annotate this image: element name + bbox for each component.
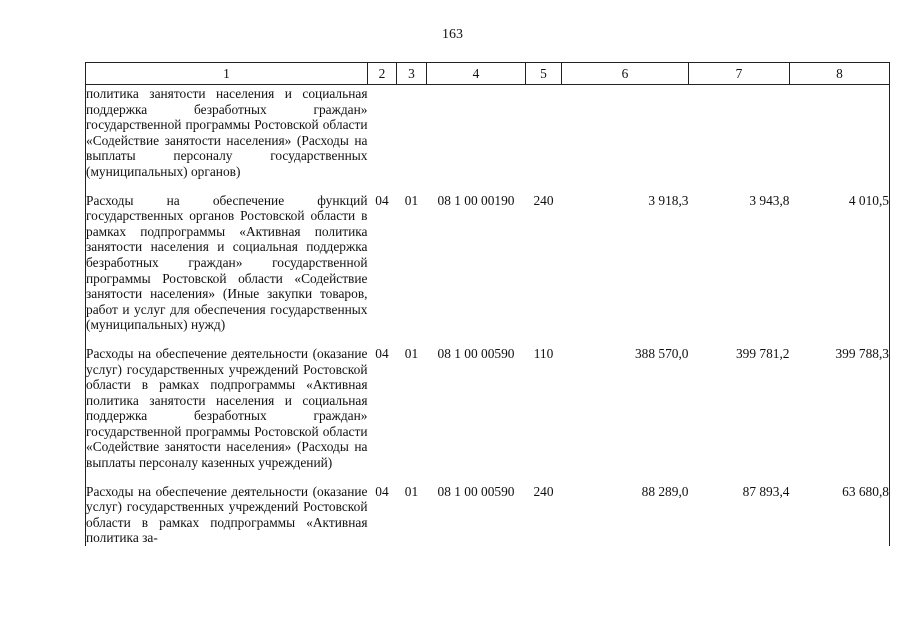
column-header-3: 3 (397, 63, 427, 85)
amount-col-6: 3 918,3 (648, 192, 689, 208)
page-number: 163 (442, 27, 463, 42)
amount-col-8: 399 788,3 (790, 346, 890, 484)
amount-col-7: 87 893,4 (742, 483, 790, 499)
amount-col-7 (689, 85, 790, 193)
column-header-5: 5 (526, 63, 562, 85)
section-code: 04 (375, 345, 389, 361)
column-header-8: 8 (790, 63, 890, 85)
row-description: Расходы на обеспечение деятельности (оказание услуг) государственных учреждений Ростовской области в рамках подпрограммы «Активная политика за- (86, 483, 368, 546)
section-code (368, 85, 397, 193)
section-code: 04 (375, 483, 389, 499)
column-header-6: 6 (562, 63, 689, 85)
target-article-code (427, 85, 526, 193)
amount-col-8 (790, 85, 890, 193)
expense-type-code (526, 85, 562, 193)
row-description: Расходы на обеспечение деятельности (оказание услуг) государственных учреждений Ростовской области в рамках подпрограммы «Активная политика занятости населения и социальная поддержка безработных граждан» государственной программы Ростовской области «Содействие занятости населения» (Расходы на выплаты персоналу казенных учреждений) (86, 346, 368, 484)
target-article-code: 08 1 00 00590 (437, 483, 515, 499)
amount-col-7: 399 781,2 (735, 345, 790, 361)
column-header-4: 4 (427, 63, 526, 85)
amount-col-8: 63 680,8 (790, 484, 890, 546)
expense-type-code: 240 (533, 192, 554, 208)
row-description: политика занятости населения и социальная поддержка безработных граждан» государственной программы Ростовской области «Содействие занятости населения» (Расходы на выплаты персоналу государственных (муниципальных) органов) (86, 85, 368, 193)
column-header-7: 7 (689, 63, 790, 85)
table-row (86, 193, 890, 346)
table-row (86, 484, 890, 546)
target-article-code: 08 1 00 00190 (437, 192, 515, 208)
target-article-code: 08 1 00 00590 (437, 345, 515, 361)
column-header-1: 1 (86, 63, 368, 85)
column-header-2: 2 (368, 63, 397, 85)
subsection-code: 01 (404, 483, 419, 499)
amount-col-6 (562, 85, 689, 193)
table-row (86, 346, 890, 484)
amount-col-6: 88 289,0 (641, 483, 689, 499)
section-code: 04 (375, 192, 389, 208)
row-description: Расходы на обеспечение функций государственных органов Ростовской области в рамках подпрограммы «Активная политика занятости населения и социальная поддержка безработных граждан» государственной программы Ростовской области «Содействие занятости населения» (Иные закупки товаров, работ и услуг для обеспечения государственных (муниципальных) нужд) (86, 193, 368, 346)
amount-col-6: 388 570,0 (634, 345, 689, 361)
expense-type-code: 110 (533, 345, 554, 361)
subsection-code: 01 (404, 192, 419, 208)
amount-col-8: 4 010,5 (790, 193, 890, 346)
table-header (86, 63, 890, 85)
expense-type-code: 240 (533, 483, 554, 499)
budget-table (85, 62, 890, 546)
subsection-code: 01 (404, 345, 419, 361)
subsection-code (397, 85, 427, 193)
table-row (86, 85, 890, 193)
amount-col-7: 3 943,8 (749, 192, 790, 208)
